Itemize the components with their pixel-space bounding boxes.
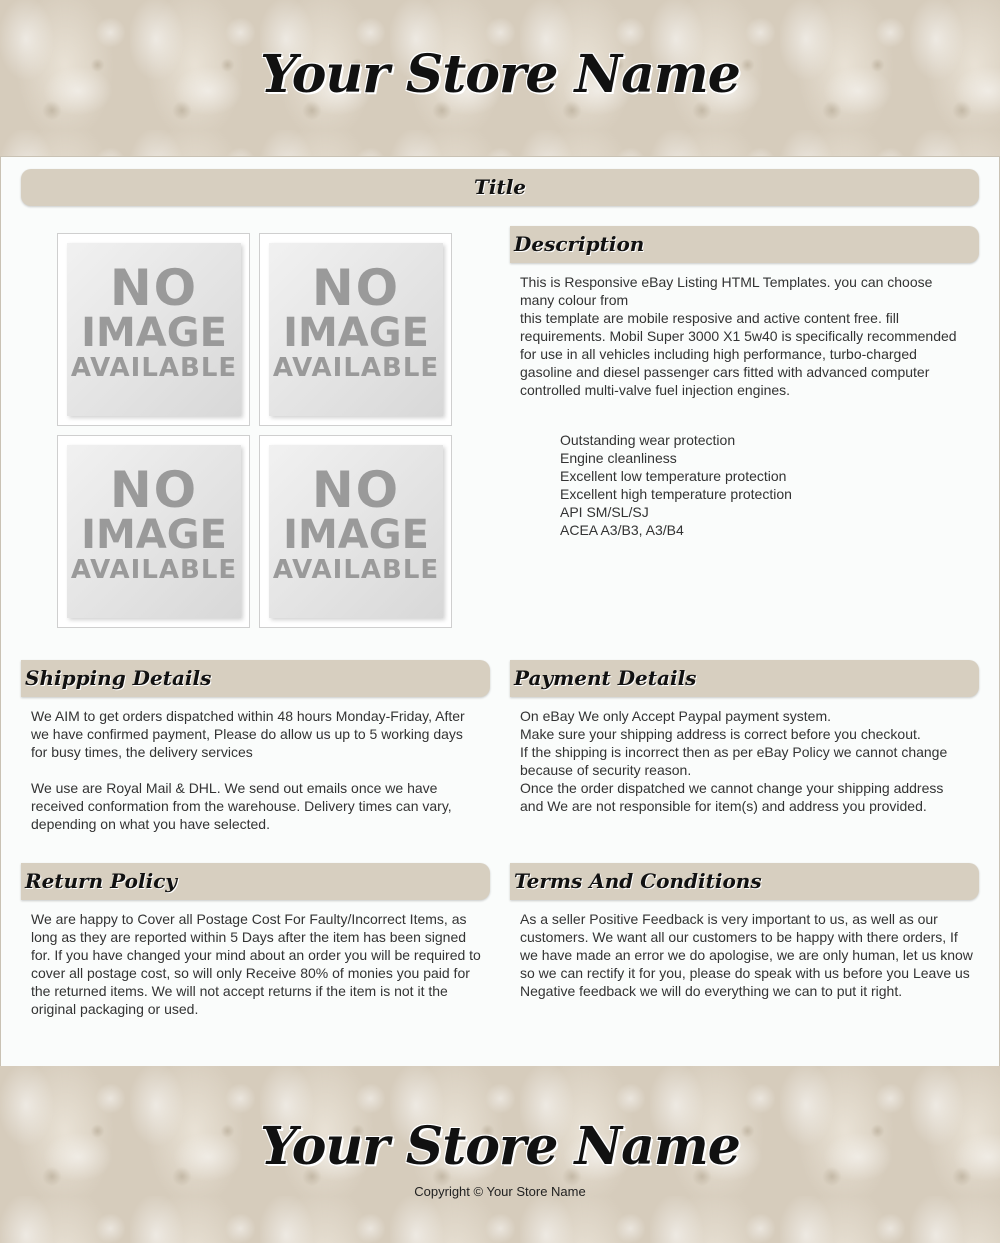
payment-heading: Payment Details — [514, 666, 697, 690]
returns-heading: Return Policy — [25, 869, 178, 893]
store-name-logo: Your Store Name — [260, 44, 740, 105]
payment-line-2: Make sure your shipping address is correct before you checkout. — [520, 726, 921, 742]
placeholder-text-available: AVAILABLE — [272, 555, 440, 585]
placeholder-text-image: IMAGE — [283, 512, 429, 558]
list-item: Engine cleanliness — [560, 450, 677, 466]
gallery-image-4[interactable] — [259, 435, 452, 628]
placeholder-text-no: NO — [311, 259, 401, 317]
no-image-placeholder — [269, 243, 443, 416]
payment-text — [520, 707, 970, 815]
placeholder-text-available: AVAILABLE — [272, 353, 440, 383]
feature-list — [560, 431, 970, 539]
list-item: ACEA A3/B3, A3/B4 — [560, 522, 684, 538]
gallery-image-1[interactable] — [57, 233, 250, 426]
no-image-placeholder — [67, 243, 241, 416]
description-line-1: This is Responsive eBay Listing HTML Templates. you can choose many colour from — [520, 274, 933, 308]
placeholder-text-available: AVAILABLE — [70, 555, 238, 585]
copyright-text: Copyright © Your Store Name — [414, 1184, 586, 1199]
no-image-placeholder — [67, 445, 241, 618]
image-gallery — [57, 233, 454, 630]
payment-line-4: Once the order dispatched we cannot change your shipping address and We are not responsible for item(s) and address you provided. — [520, 780, 944, 814]
returns-paragraph: We are happy to Cover all Postage Cost For Faulty/Incorrect Items, as long as they are reported within 5 Days after the item has been signed for. If you have changed your mind about an order you will be required to cover all postage cost, so will only Receive 80% of monies you paid for the returned items. We will not accept returns if the item is not it the original packaging or used. — [31, 911, 481, 1017]
payment-line-3: If the shipping is incorrect then as per eBay Policy we cannot change because of security reason. — [520, 744, 948, 778]
list-item: Excellent high temperature protection — [560, 486, 792, 502]
placeholder-text-image: IMAGE — [283, 310, 429, 356]
list-item: Outstanding wear protection — [560, 432, 736, 448]
shipping-bar — [21, 660, 490, 697]
title-bar — [21, 169, 979, 206]
gallery-image-2[interactable] — [259, 233, 452, 426]
shipping-text — [31, 707, 481, 833]
payment-line-1: On eBay We only Accept Paypal payment system. — [520, 708, 832, 724]
shipping-heading: Shipping Details — [25, 666, 212, 690]
placeholder-text-no: NO — [109, 259, 199, 317]
terms-bar — [510, 863, 979, 900]
terms-heading: Terms And Conditions — [514, 869, 762, 893]
description-line-2: this template are mobile resposive and active content free. fill requirements. Mobil Super 3000 X1 5w40 is specifically recommended for use in all vehicles including high performance, turbo-charged gasoline and diesel passenger cars fitted with advanced computer controlled multi-valve fuel injection engines. — [520, 310, 957, 398]
listing-title: Title — [473, 175, 527, 199]
placeholder-text-image: IMAGE — [81, 310, 227, 356]
description-text — [520, 273, 970, 399]
list-item: Excellent low temperature protection — [560, 468, 787, 484]
no-image-placeholder — [269, 445, 443, 618]
store-header — [0, 0, 1000, 158]
placeholder-text-available: AVAILABLE — [70, 353, 238, 383]
shipping-paragraph-2: We use are Royal Mail & DHL. We send out emails once we have received conformation from the warehouse. Delivery times can vary, depending on what you have selected. — [31, 780, 452, 832]
gallery-image-3[interactable] — [57, 435, 250, 628]
terms-paragraph: As a seller Positive Feedback is very important to us, as well as our customers. We want all our customers to be happy with there orders, If we have made an error we do apologise, we are only human, let us know so we can rectify it for you, please do speak with us before you Leave us Negative feedback we will do everything we can to put it right. — [520, 911, 973, 999]
placeholder-text-no: NO — [109, 461, 199, 519]
store-footer — [0, 1066, 1000, 1243]
placeholder-text-no: NO — [311, 461, 401, 519]
placeholder-text-image: IMAGE — [81, 512, 227, 558]
list-item: API SM/SL/SJ — [560, 504, 649, 520]
description-bar — [510, 226, 979, 263]
description-heading: Description — [514, 232, 645, 256]
shipping-paragraph-1: We AIM to get orders dispatched within 48 hours Monday-Friday, After we have confirmed payment, Please do allow us up to 5 working days for busy times, the delivery services — [31, 708, 465, 760]
returns-bar — [21, 863, 490, 900]
footer-store-name-logo: Your Store Name — [260, 1116, 740, 1177]
returns-text — [31, 910, 481, 1018]
terms-text — [520, 910, 975, 1000]
payment-bar — [510, 660, 979, 697]
